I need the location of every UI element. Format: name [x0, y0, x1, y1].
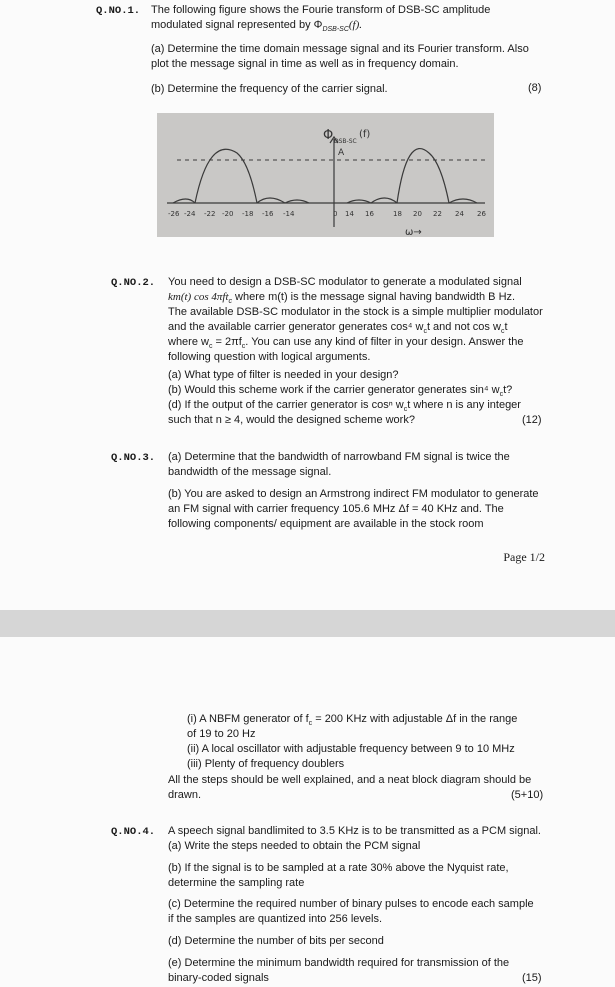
q2-part-d-line2: such that n ≥ 4, would the designed scheme work?: [168, 414, 415, 426]
q2-part-b: (b) Would this scheme work if the carrier generator generates sin⁴ $w_ct$?: [168, 384, 513, 399]
left-side-lobe-outer: [173, 199, 195, 203]
tick-label: -16: [262, 210, 274, 218]
spectrum-figure: [157, 113, 494, 237]
right-side-lobe-outer: [449, 199, 477, 203]
q3-item-i-line2: of 19 to 20 Hz: [187, 728, 256, 740]
q1-number: Q.NO.1.: [96, 5, 141, 17]
q3-part-a-line2: bandwidth of the message signal.: [168, 466, 332, 478]
tick-label: 24: [455, 210, 464, 218]
tick-label: -18: [242, 210, 254, 218]
q1-part-b: (b) Determine the frequency of the carrier signal.: [151, 83, 388, 95]
page-separator: [0, 610, 615, 637]
page-number: Page 1/2: [503, 550, 545, 564]
q1-part-a-line2: plot the message signal in time as well as in frequency domain.: [151, 58, 459, 70]
q4-number: Q.NO.4.: [111, 826, 156, 838]
q2-part-d-line1: (d) If the output of the carrier generator is cosⁿ $w_ct$ where n is any integer: [168, 399, 521, 414]
q3-steps-line2: drawn.: [168, 789, 202, 801]
q1-marks: (8): [528, 82, 542, 94]
q3-part-b-line1: (b) You are asked to design an Armstrong indirect FM modulator to generate: [168, 488, 539, 500]
tick-label: 0: [333, 210, 338, 218]
q3-item-i-line1: (i) A NBFM generator of $f_c = 200$ KHz with adjustable Δf in the range: [187, 713, 518, 728]
tick-label: 14: [345, 210, 354, 218]
q2-line6: following question with logical arguments.: [168, 351, 371, 363]
q4-part-d: (d) Determine the number of bits per second: [168, 935, 384, 947]
tick-label: -20: [222, 210, 234, 218]
right-side-lobes-inner: [347, 198, 397, 203]
left-main-lobe: [195, 149, 257, 203]
q4-marks: (15): [522, 972, 542, 984]
q4-line1: A speech signal bandlimited to 3.5 KHz is to be transmitted as a PCM signal.: [168, 825, 541, 837]
q3-marks: (5+10): [511, 789, 544, 801]
q3-part-b-line2: an FM signal with carrier frequency 105.6 MHz Δf = 40 KHz and. The: [168, 503, 504, 515]
q2-marks: (12): [522, 414, 542, 426]
ylabel-tail: (f): [359, 129, 371, 140]
q3-part-a-line1: (a) Determine that the bandwidth of narrowband FM signal is twice the: [168, 451, 510, 463]
left-side-lobes-inner: [257, 198, 309, 203]
q4-part-a: (a) Write the steps needed to obtain the PCM signal: [168, 840, 421, 852]
tick-label: -14: [283, 210, 295, 218]
tick-label: 16: [365, 210, 374, 218]
q2-line4: and the available carrier generator generates cos⁴ $w_ct$ and not $\cos w_ct$: [168, 321, 508, 336]
q2-line3: The available DSB-SC modulator in the stock is a simple multiplier modulator: [168, 306, 543, 318]
spectrum-sketch: [157, 113, 494, 237]
q3-item-ii: (ii) A local oscillator with adjustable frequency between 9 to 10 MHz: [187, 743, 515, 755]
tick-label: -22: [204, 210, 216, 218]
q2-number: Q.NO.2.: [111, 277, 156, 289]
q2-part-a: (a) What type of filter is needed in your design?: [168, 369, 399, 381]
ylabel-sub: DSB-SC: [334, 138, 357, 145]
q3-number: Q.NO.3.: [111, 452, 156, 464]
page-2: [0, 637, 615, 987]
q3-item-iii: (iii) Plenty of frequency doublers: [187, 758, 345, 770]
q1-intro-line2: modulated signal represented by $\Phi_{DSB-SC}(f)$.: [151, 19, 363, 34]
q4-part-e-line2: binary-coded signals: [168, 972, 269, 984]
right-main-lobe: [397, 149, 449, 203]
tick-label: 26: [477, 210, 486, 218]
q2-line1: You need to design a DSB-SC modulator to generate a modulated signal: [168, 276, 522, 288]
q1-part-a-line1: (a) Determine the time domain message signal and its Fourier transform. Also: [151, 43, 529, 55]
tick-label: 18: [393, 210, 402, 218]
tick-label: 20: [413, 210, 422, 218]
xlabel: ω→: [405, 227, 422, 237]
q4-part-e-line1: (e) Determine the minimum bandwidth required for transmission of the: [168, 957, 510, 969]
q1-intro-line1: The following figure shows the Fourie transform of DSB-SC amplitude: [151, 4, 491, 16]
tick-label: -26: [168, 210, 180, 218]
q3-part-b-line3: following components/ equipment are available in the stock room: [168, 518, 484, 530]
q2-line5: where $w_c = 2\pi f_c$. You can use any kind of filter in your design. Answer the: [168, 336, 524, 351]
q4-part-b-line2: determine the sampling rate: [168, 877, 305, 889]
q4-part-c-line1: (c) Determine the required number of binary pulses to encode each sample: [168, 898, 534, 910]
q2-line2: km(t) cos 4πft$_c$ where m(t) is the message signal having bandwidth B Hz.: [168, 291, 516, 306]
ylabel: Φ: [323, 128, 334, 143]
peak-label: A: [338, 148, 345, 158]
q4-part-b-line1: (b) If the signal is to be sampled at a rate 30% above the Nyquist rate,: [168, 862, 509, 874]
tick-label: 22: [433, 210, 442, 218]
q4-part-c-line2: if the samples are quantized into 256 levels.: [168, 913, 383, 925]
tick-label: -24: [184, 210, 196, 218]
q3-steps-line1: All the steps should be well explained, and a neat block diagram should be: [168, 774, 532, 786]
